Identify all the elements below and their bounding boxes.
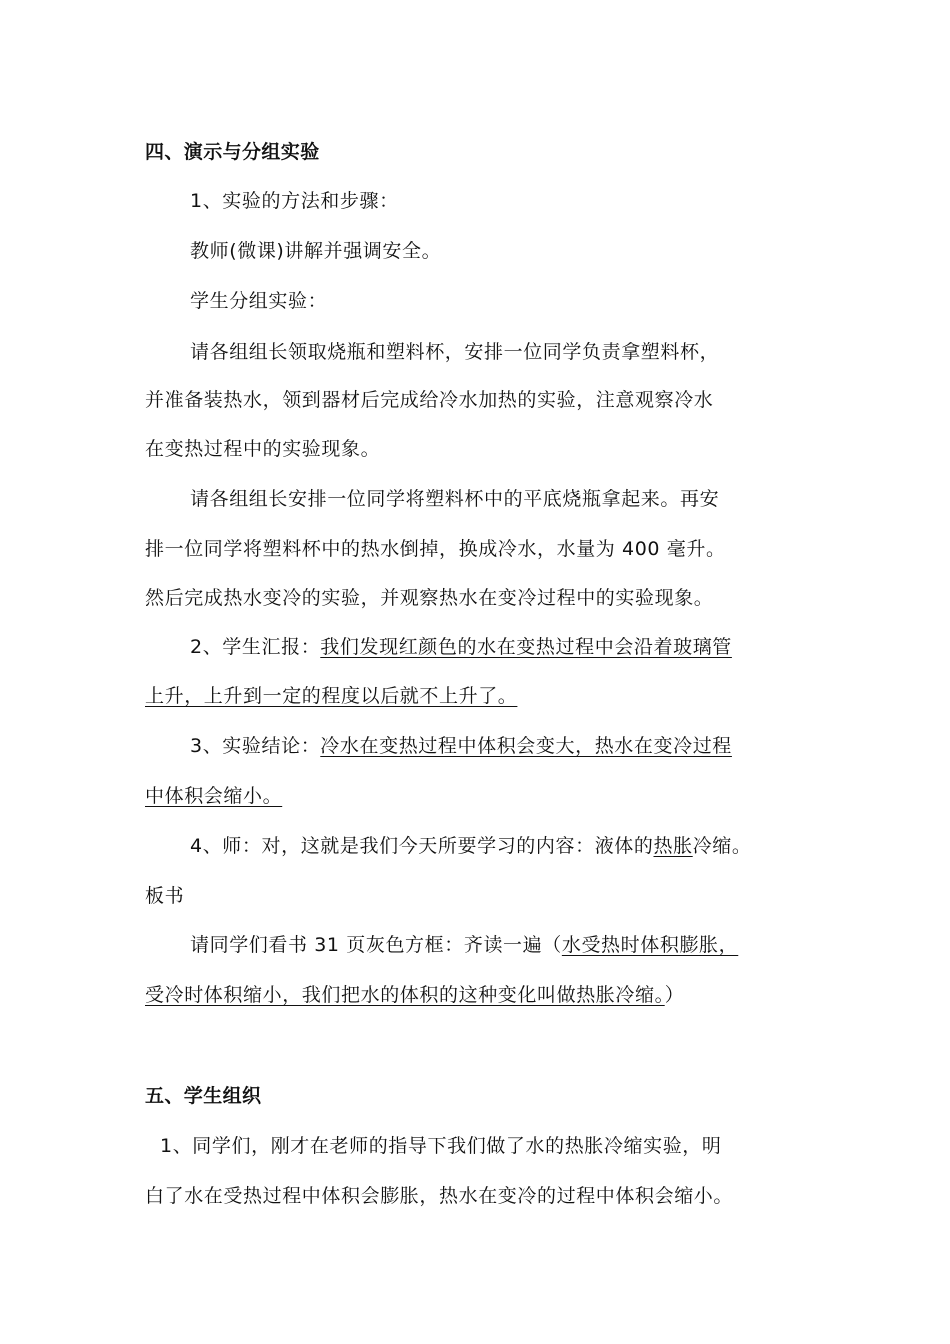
reading-line-2	[145, 982, 684, 1008]
item-3-answer-part-2: 中体积会缩小。	[145, 785, 283, 807]
item-2-answer-part-1: 我们发现红颜色的水在变热过程中会沿着玻璃管	[320, 636, 732, 658]
item-1-title: 1、实验的方法和步骤：	[190, 190, 399, 212]
paragraph-2-line-1: 请各组组长安排一位同学将塑料杯中的平底烧瓶拿起来。再安	[190, 488, 720, 510]
paragraph-2-line-2: 排一位同学将塑料杯中的热水倒掉，换成冷水，水量为 400 毫升。	[145, 538, 726, 560]
reading-close-paren: ）	[664, 984, 685, 1006]
item-4-suffix: 冷缩。	[692, 835, 752, 857]
item-3-prefix: 3、实验结论：	[190, 735, 321, 757]
reading-prefix: 请同学们看书 31 页灰色方框：齐读一遍（	[190, 934, 562, 956]
item-2-line-2	[145, 683, 517, 709]
item-3-line-2	[145, 783, 282, 809]
item-2-prefix: 2、学生汇报：	[190, 636, 321, 658]
student-group-line: 学生分组实验：	[190, 290, 328, 312]
section-4-heading: 四、演示与分组实验	[145, 141, 320, 163]
paragraph-1-line-1: 请各组组长领取烧瓶和塑料杯，安排一位同学负责拿塑料杯，	[190, 341, 720, 363]
reading-line-1	[190, 932, 738, 958]
item-2-line-1	[190, 634, 732, 660]
item-3-answer-part-1: 冷水在变热过程中体积会变大，热水在变冷过程	[320, 735, 732, 757]
reading-underlined-part-2: 受冷时体积缩小，我们把水的体积的这种变化叫做热胀冷缩。	[145, 984, 665, 1006]
item-4-line	[190, 833, 752, 859]
item-3-line-1	[190, 733, 732, 759]
teacher-line: 教师(微课)讲解并强调安全。	[190, 240, 442, 262]
item-4-underlined-term: 热胀	[653, 835, 693, 857]
section-5-item-1-line-2: 白了水在受热过程中体积会膨胀，热水在变冷的过程中体积会缩小。	[145, 1185, 734, 1207]
paragraph-1-line-2: 并准备装热水，领到器材后完成给冷水加热的实验，注意观察冷水	[145, 389, 714, 411]
reading-underlined-part-1: 水受热时体积膨胀，	[561, 934, 739, 956]
item-4-prefix: 4、师：对，这就是我们今天所要学习的内容：液体的	[190, 835, 654, 857]
board-note: 板书	[145, 885, 185, 907]
section-5-heading: 五、学生组织	[145, 1085, 262, 1107]
paragraph-2-line-3: 然后完成热水变冷的实验，并观察热水在变冷过程中的实验现象。	[145, 587, 714, 609]
paragraph-1-line-3: 在变热过程中的实验现象。	[145, 438, 381, 460]
section-5-item-1-line-1: 1、同学们，刚才在老师的指导下我们做了水的热胀冷缩实验，明	[160, 1135, 722, 1157]
item-2-answer-part-2: 上升，上升到一定的程度以后就不上升了。	[145, 685, 518, 707]
